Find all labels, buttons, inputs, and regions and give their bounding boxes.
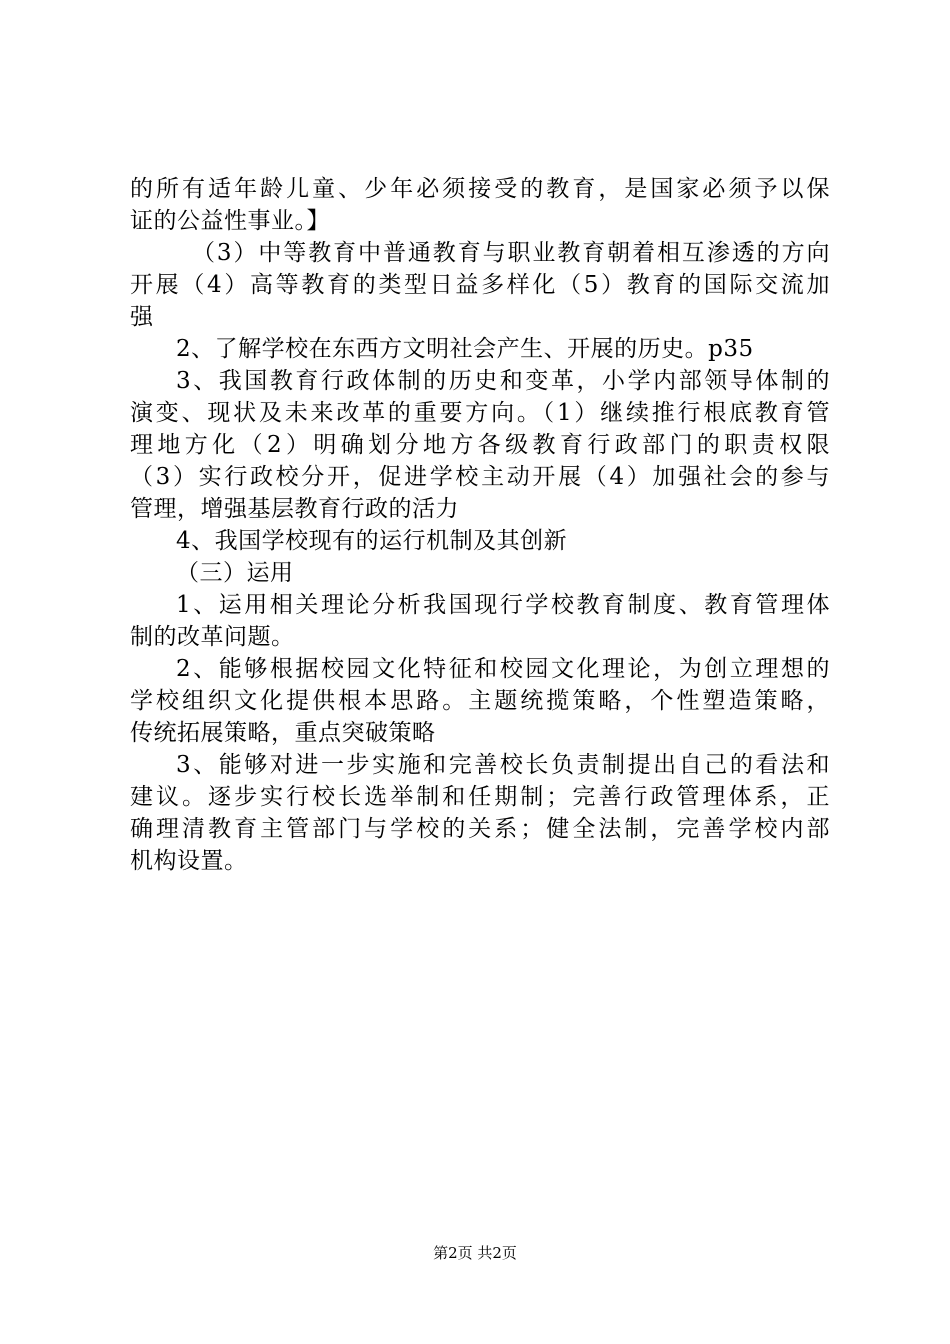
page-number-footer: 第2页 共2页 <box>433 1244 517 1262</box>
section-heading: （三）运用 <box>176 560 294 586</box>
text-line: 4、我国学校现有的运行机制及其创新 <box>176 528 568 554</box>
text-line: 证的公益性事业。】 <box>130 208 330 234</box>
text-line: 理地方化（2）明确划分地方各级教育行政部门的职责权限 <box>130 432 830 458</box>
text-line: 强 <box>130 304 154 330</box>
text-line: （3）实行政校分开，促进学校主动开展（4）加强社会的参与 <box>130 464 830 490</box>
text-line: 2、能够根据校园文化特征和校园文化理论，为创立理想的 <box>176 656 830 682</box>
text-line: 学校组织文化提供根本思路。主题统揽策略，个性塑造策略， <box>130 688 830 714</box>
text-line: 确理清教育主管部门与学校的关系；健全法制，完善学校内部 <box>130 816 830 842</box>
text-line: （3）中等教育中普通教育与职业教育朝着相互渗透的方向 <box>192 240 830 266</box>
text-line: 1、运用相关理论分析我国现行学校教育制度、教育管理体 <box>176 592 830 618</box>
text-line: 传统拓展策略，重点突破策略 <box>130 720 436 746</box>
text-line: 机构设置。 <box>130 848 248 874</box>
text-line: 2、了解学校在东西方文明社会产生、开展的历史。p35 <box>176 336 754 362</box>
document-body <box>130 173 830 877</box>
text-line: 开展（4）高等教育的类型日益多样化（5）教育的国际交流加 <box>130 272 830 298</box>
text-line: 的所有适年龄儿童、少年必须接受的教育，是国家必须予以保 <box>130 176 830 202</box>
text-line: 建议。逐步实行校长选举制和任期制；完善行政管理体系，正 <box>130 784 830 810</box>
text-line: 3、我国教育行政体制的历史和变革，小学内部领导体制的 <box>176 368 830 394</box>
text-line: 制的改革问题。 <box>130 624 295 650</box>
text-line: 演变、现状及未来改革的重要方向。（1）继续推行根底教育管 <box>130 400 830 426</box>
text-line: 3、能够对进一步实施和完善校长负责制提出自己的看法和 <box>176 752 830 778</box>
text-line: 管理，增强基层教育行政的活力 <box>130 496 459 522</box>
